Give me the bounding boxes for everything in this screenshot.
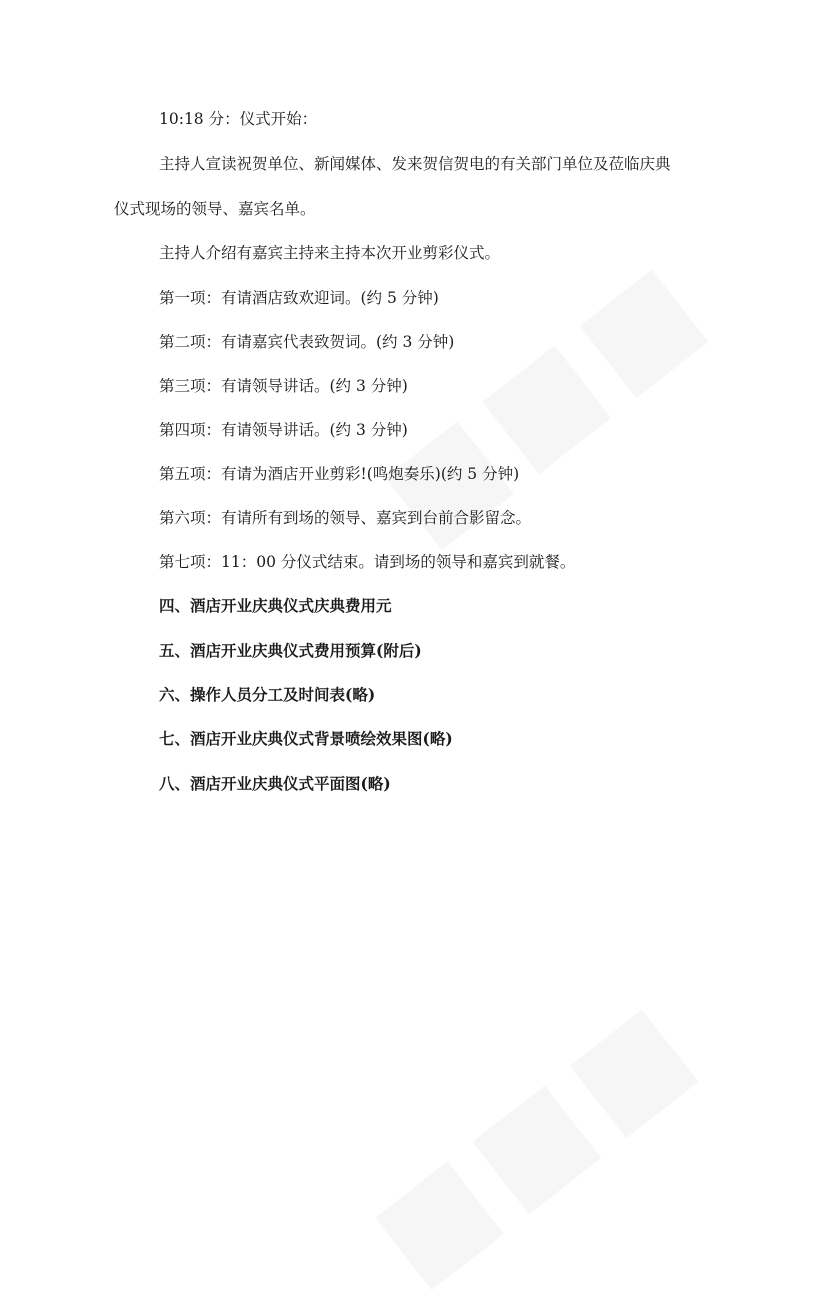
section-heading: 八、酒店开业庆典仪式平面图(略) bbox=[159, 774, 391, 793]
document-body bbox=[114, 108, 714, 795]
watermark-graphic bbox=[346, 971, 723, 1308]
section-heading: 四、酒店开业庆典仪式庆典费用元 bbox=[159, 596, 392, 615]
section-heading: 五、酒店开业庆典仪式费用预算(附后) bbox=[159, 641, 422, 660]
section-heading: 六、操作人员分工及时间表(略) bbox=[159, 685, 376, 704]
text-line: 第四项：有请领导讲话。(约 3 分钟) bbox=[159, 421, 408, 439]
section-heading: 七、酒店开业庆典仪式背景喷绘效果图(略) bbox=[159, 729, 453, 748]
text-line: 第七项：11：00 分仪式结束。请到场的领导和嘉宾到就餐。 bbox=[159, 553, 576, 571]
text-line: 主持人介绍有嘉宾主持来主持本次开业剪彩仪式。 bbox=[159, 244, 501, 262]
text-line: 第六项：有请所有到场的领导、嘉宾到台前合影留念。 bbox=[159, 509, 532, 527]
text-line: 第一项：有请酒店致欢迎词。(约 5 分钟) bbox=[159, 289, 439, 307]
text-line: 仪式现场的领导、嘉宾名单。 bbox=[114, 200, 316, 218]
text-line: 10:18 分：仪式开始： bbox=[159, 110, 318, 128]
text-line: 第三项：有请领导讲话。(约 3 分钟) bbox=[159, 377, 408, 395]
text-line: 主持人宣读祝贺单位、新闻媒体、发来贺信贺电的有关部门单位及莅临庆典 bbox=[159, 155, 671, 173]
text-line: 第五项：有请为酒店开业剪彩!(鸣炮奏乐)(约 5 分钟) bbox=[159, 465, 520, 483]
text-line: 第二项：有请嘉宾代表致贺词。(约 3 分钟) bbox=[159, 333, 455, 351]
